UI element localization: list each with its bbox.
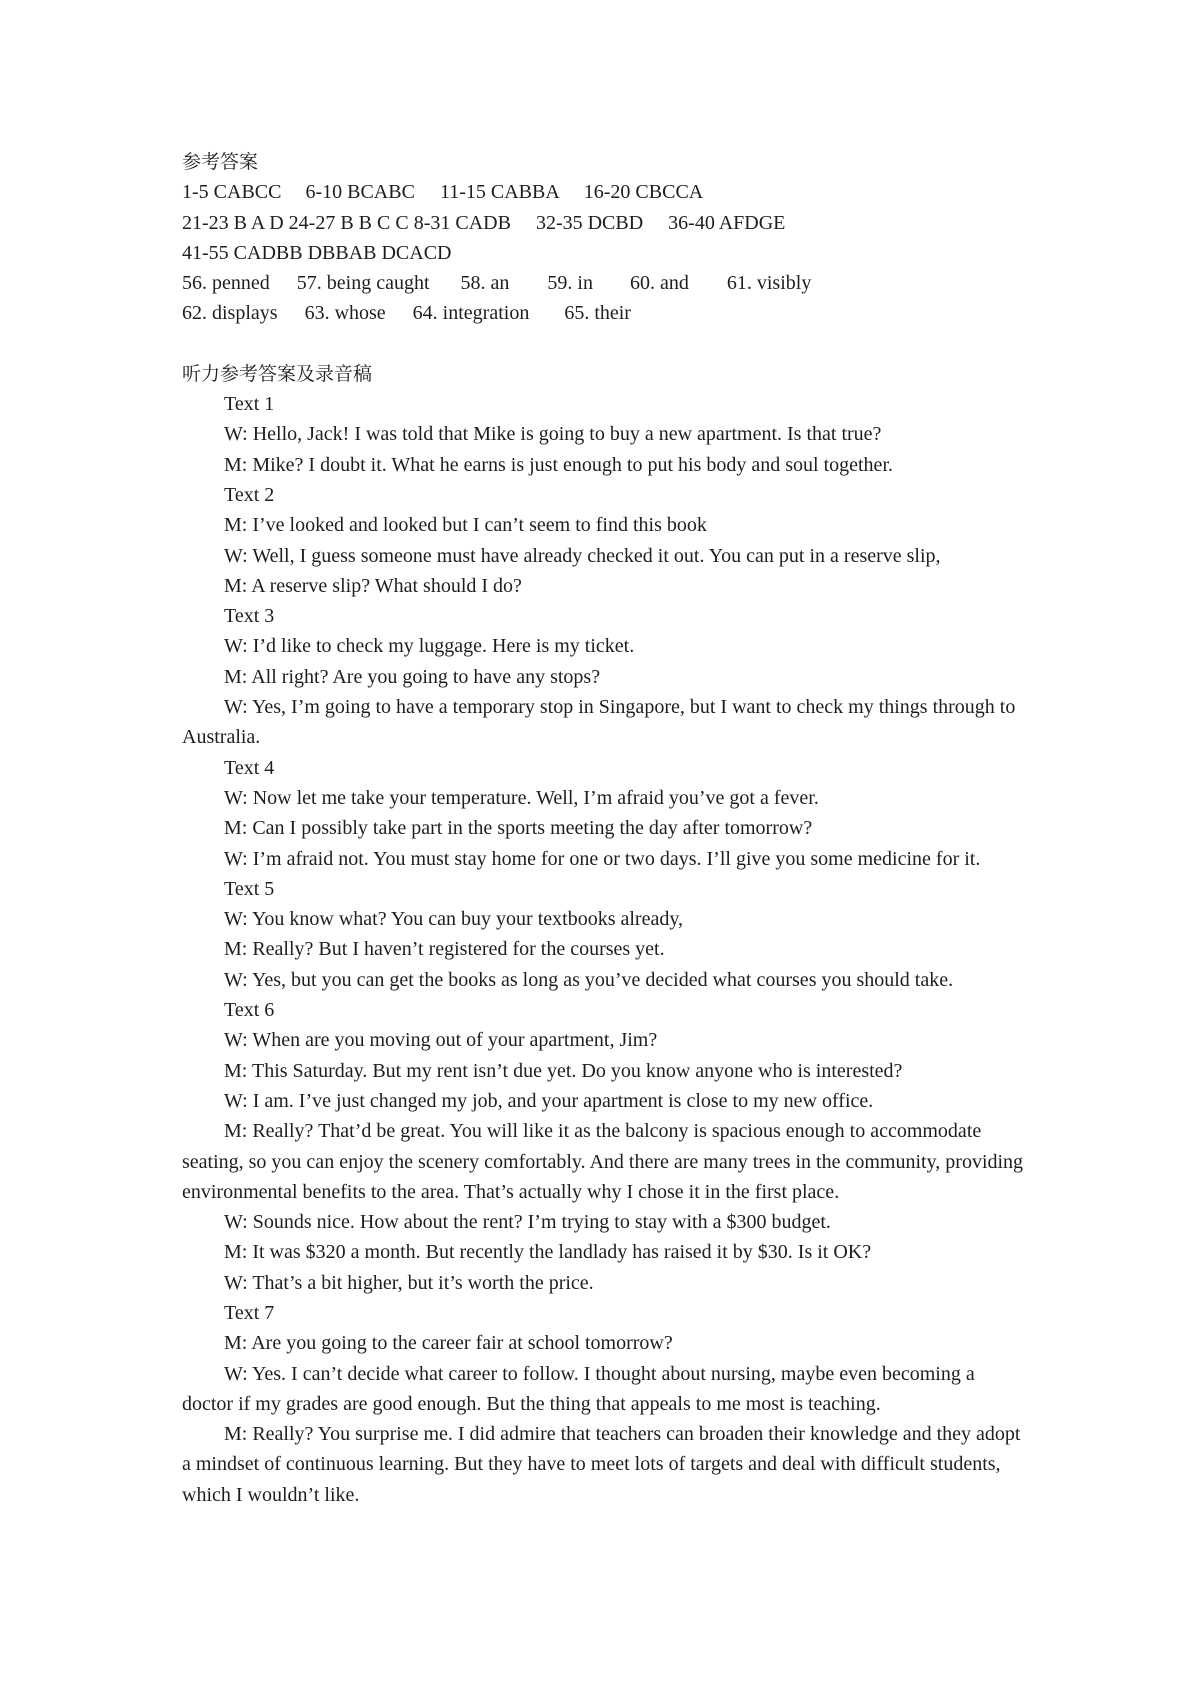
dialogue-line: W: When are you moving out of your apartment, Jim? <box>224 1029 658 1052</box>
answer-item: 6-10 BCABC <box>305 181 415 204</box>
answer-row-5 <box>182 298 1027 328</box>
answer-row-1 <box>182 177 1027 207</box>
answer-item: 60. and <box>629 272 689 295</box>
text-title: Text 7 <box>224 1301 275 1324</box>
dialogue-line: M: Are you going to the career fair at school tomorrow? <box>224 1332 673 1355</box>
answer-item: 32-35 DCBD <box>535 211 644 234</box>
dialogue-line: W: Now let me take your temperature. Well, I’m afraid you’ve got a fever. <box>224 786 819 809</box>
dialogue-line: M: Really? But I haven’t registered for the courses yet. <box>224 938 665 961</box>
dialogue-line: W: Yes, but you can get the books as long as you’ve decided what courses you should take. <box>224 968 954 991</box>
dialogue-line: M: A reserve slip? What should I do? <box>224 574 522 597</box>
answer-item: 64. integration <box>412 302 530 325</box>
dialogue-line: W: Sounds nice. How about the rent? I’m trying to stay with a $300 budget. <box>224 1211 831 1234</box>
dialogue-paragraph: M: Really? You surprise me. I did admire that teachers can broaden their knowledge and they adopt a mindset of continuous learning. But they have to meet lots of targets and deal with difficult students, which I wouldn’t like. <box>182 1423 1021 1506</box>
text-title: Text 6 <box>224 999 275 1022</box>
answer-item: 1-5 CABCC <box>182 181 282 204</box>
dialogue-line: W: I’d like to check my luggage. Here is my ticket. <box>224 635 635 658</box>
text-title: Text 4 <box>224 756 275 779</box>
text-title: Text 5 <box>224 877 275 900</box>
dialogue-line: M: It was $320 a month. But recently the landlady has raised it by $30. Is it OK? <box>224 1241 872 1264</box>
answer-item: 16-20 CBCCA <box>583 181 704 204</box>
dialogue-line: W: Hello, Jack! I was told that Mike is going to buy a new apartment. Is that true? <box>224 423 882 446</box>
dialogue-paragraph: W: I’m afraid not. You must stay home for one or two days. I’ll give you some medicine for it. <box>224 847 981 870</box>
answer-row-3 <box>182 238 1027 268</box>
dialogue-line: M: This Saturday. But my rent isn’t due yet. Do you know anyone who is interested? <box>224 1059 903 1082</box>
answer-row-4 <box>182 268 1027 298</box>
answer-item: 61. visibly <box>726 272 812 295</box>
answer-item: 36-40 AFDGE <box>668 211 786 234</box>
text-title: Text 2 <box>224 483 275 506</box>
answer-item: 63. whose <box>304 302 386 325</box>
dialogue-line: M: Mike? I doubt it. What he earns is just enough to put his body and soul together. <box>224 453 893 476</box>
answer-item: 11-15 CABBA <box>439 181 560 204</box>
dialogue-paragraph: M: Really? That’d be great. You will like it as the balcony is spacious enough to accommodate seating, so you can enjoy the scenery comfortably. And there are many trees in the community, providing environmental benefits to the area. That’s actually why I chose it in the first place. <box>182 1120 1024 1203</box>
listening-heading: 听力参考答案及录音稿 <box>182 362 373 385</box>
dialogue-line: W: Well, I guess someone must have already checked it out. You can put in a reserve slip, <box>224 544 941 567</box>
answer-item: 59. in <box>547 272 593 295</box>
answer-item: 62. displays <box>182 302 278 325</box>
dialogue-line: W: That’s a bit higher, but it’s worth the price. <box>224 1271 594 1294</box>
answer-item: 65. their <box>564 302 631 325</box>
answer-item: 57. being caught <box>296 272 430 295</box>
dialogue-line: M: All right? Are you going to have any stops? <box>224 665 601 688</box>
dialogue-line: W: I am. I’ve just changed my job, and your apartment is close to my new office. <box>224 1089 874 1112</box>
dialogue-line: M: I’ve looked and looked but I can’t seem to find this book <box>224 514 707 537</box>
answer-item: 21-23 B A D 24-27 B B C C 8-31 CADB <box>182 211 511 234</box>
answer-item: 56. penned <box>182 272 270 295</box>
document-page <box>182 147 1027 1510</box>
answer-item: 41-55 CADBB DBBAB DCACD <box>182 241 452 264</box>
text-title: Text 3 <box>224 605 275 628</box>
answer-row-2 <box>182 208 1027 238</box>
answer-key-heading: 参考答案 <box>182 151 259 173</box>
text-title: Text 1 <box>224 393 275 416</box>
dialogue-line: M: Can I possibly take part in the sports meeting the day after tomorrow? <box>224 817 813 840</box>
dialogue-line: W: You know what? You can buy your textbooks already, <box>224 908 684 931</box>
dialogue-paragraph: W: Yes. I can’t decide what career to follow. I thought about nursing, maybe even becoming a doctor if my grades are good enough. But the thing that appeals to me most is teaching. <box>182 1362 975 1415</box>
dialogue-paragraph: W: Yes, I’m going to have a temporary stop in Singapore, but I want to check my things through to Australia. <box>182 696 1016 749</box>
answer-item: 58. an <box>460 272 510 295</box>
